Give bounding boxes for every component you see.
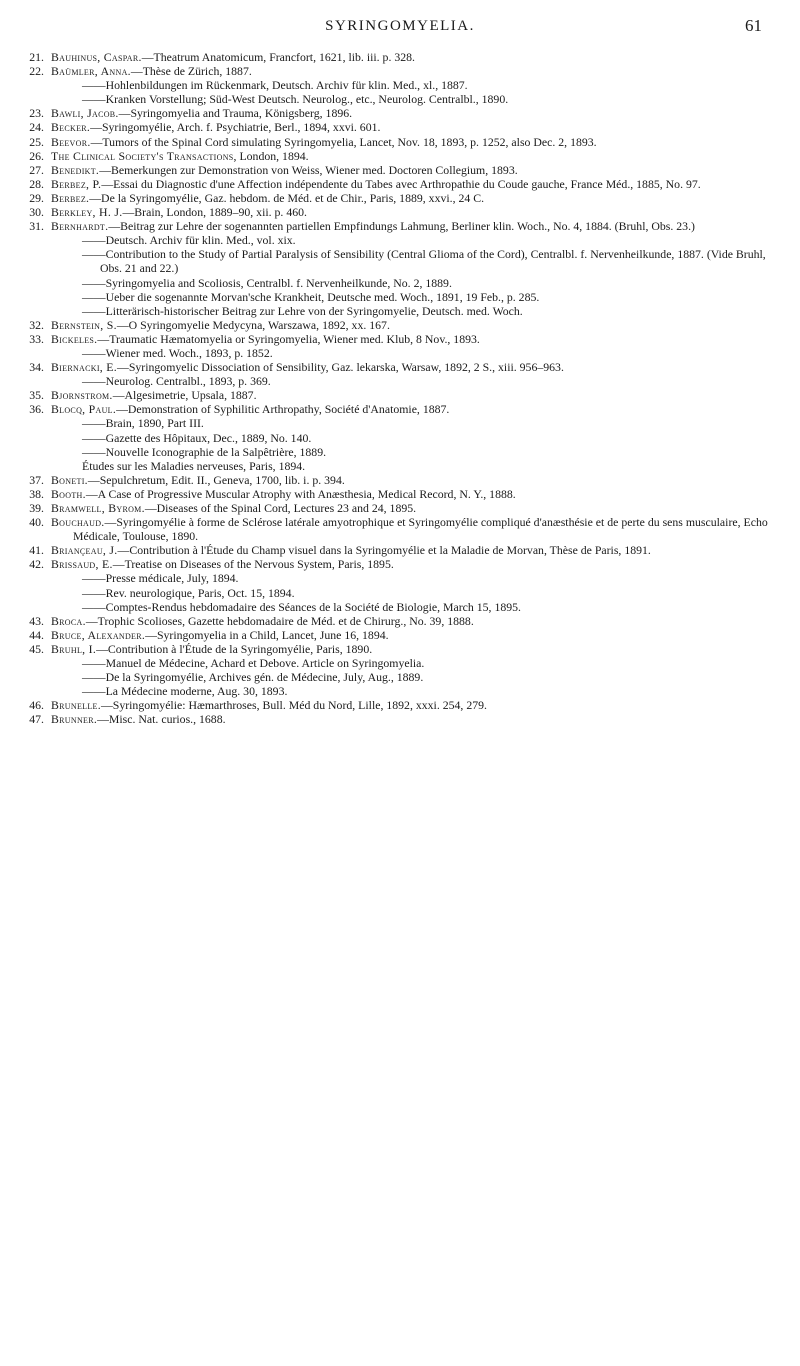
entry-continuation: ——Contribution to the Study of Partial Paralysis of Sensibility (Central Glioma of the Cord), Centralbl. f. Nervenheilkunde, 1887. (Vide Bruhl, Obs. 21 and 22.) <box>82 247 766 276</box>
bib-entry <box>20 332 782 360</box>
entry-number: 40. <box>29 515 44 530</box>
entry-author: Benedikt. <box>51 162 100 177</box>
bib-entry <box>20 487 782 501</box>
bib-entry <box>20 501 782 515</box>
bib-entry <box>20 402 782 472</box>
entry-number: 28. <box>29 176 44 191</box>
entry-number: 45. <box>29 641 44 656</box>
entry-number: 43. <box>29 613 44 628</box>
entry-citation: —Demonstration of Syphilitic Arthropathy, Société d'Anatomie, 1887. <box>116 402 450 417</box>
entry-text <box>51 205 782 219</box>
entry-number: 27. <box>29 162 44 177</box>
entry-author: The Clinical Society's Transactions <box>51 148 234 163</box>
entry-number: 21. <box>29 50 44 64</box>
entry-text <box>51 149 782 163</box>
bib-entry <box>20 515 782 543</box>
bib-entry <box>20 50 782 64</box>
bib-entry <box>20 106 782 120</box>
entry-continuation: ——Litterärisch-historischer Beitrag zur Lehre von der Syringomyelie, Deutsch. med. Woch. <box>82 303 523 318</box>
entry-continuation: Études sur les Maladies nerveuses, Paris, 1894. <box>82 458 306 473</box>
entry-text <box>51 106 782 120</box>
entry-continuation: ——Wiener med. Woch., 1893, p. 1852. <box>82 345 273 360</box>
entry-text <box>51 163 782 177</box>
entry-text <box>51 501 782 515</box>
entry-continuation: ——Ueber die sogenannte Morvan'sche Krankheit, Deutsche med. Woch., 1891, 19 Feb., p. 285. <box>82 289 540 304</box>
entry-text <box>51 628 782 642</box>
entry-author: Broca. <box>51 613 86 628</box>
entry-number: 39. <box>29 501 44 515</box>
entry-text <box>51 698 782 712</box>
entry-author: Bruhl, I. <box>51 641 97 656</box>
entry-continuation: ——Manuel de Médecine, Achard et Debove. Article on Syringomyelia. <box>82 656 425 671</box>
entry-citation: —Syringomyélie à forme de Sclérose latérale amyotrophique et Syringomyélie compliqué d'anæsthésie et de perte du sens musculaire, Echo Médicale, Toulouse, 1890. <box>73 515 768 544</box>
entry-author: Bruce, Alexander. <box>51 627 146 642</box>
entry-continuation: ——Rev. neurologique, Paris, Oct. 15, 1894. <box>82 585 295 600</box>
entry-number: 41. <box>29 543 44 558</box>
entry-citation: —Treatise on Diseases of the Nervous System, Paris, 1895. <box>112 557 394 572</box>
entry-number: 25. <box>29 134 44 149</box>
entry-number: 44. <box>29 627 44 642</box>
entry-citation: —Syringomyélie, Arch. f. Psychiatrie, Berl., 1894, xxvi. 601. <box>90 120 381 135</box>
entry-citation: —Brain, London, 1889–90, xii. p. 460. <box>122 205 307 220</box>
bib-entry <box>20 219 782 318</box>
entry-text <box>51 332 782 346</box>
entry-author: Bawli, Jacob. <box>51 106 119 121</box>
entry-continuation: ——Nouvelle Iconographie de la Salpêtrière, 1889. <box>82 444 327 459</box>
entry-number: 24. <box>29 120 44 135</box>
entry-author: Beevor. <box>51 134 91 149</box>
entry-citation: —Theatrum Anatomicum, Francfort, 1621, lib. iii. p. 328. <box>141 50 416 64</box>
entry-text <box>51 487 782 501</box>
running-title: SYRINGOMYELIA. <box>325 18 475 34</box>
bib-entry <box>20 543 782 557</box>
entry-citation: —Algesimetrie, Upsala, 1887. <box>112 388 257 403</box>
entry-author: Biernacki, E. <box>51 360 118 375</box>
bib-entry <box>20 177 782 191</box>
entry-author: Bernstein, S. <box>51 317 117 332</box>
bibliography-list <box>20 50 782 727</box>
entry-text <box>51 473 782 487</box>
entry-number: 30. <box>29 205 44 220</box>
entry-text <box>51 120 782 134</box>
entry-continuation: ——Kranken Vorstellung; Süd-West Deutsch. Neurolog., etc., Neurolog. Centralbl., 1890. <box>82 92 509 107</box>
entry-number: 42. <box>29 557 44 572</box>
entry-number: 23. <box>29 106 44 121</box>
bib-entry <box>20 642 782 698</box>
bib-entry <box>20 149 782 163</box>
entry-citation: , London, 1894. <box>233 148 309 163</box>
entry-number: 37. <box>29 472 44 487</box>
bib-entry <box>20 712 782 726</box>
entry-author: Blocq, Paul. <box>51 402 117 417</box>
entry-author: Berbez. <box>51 190 90 205</box>
entry-citation: —Diseases of the Spinal Cord, Lectures 23 and 24, 1895. <box>144 501 417 515</box>
entry-number: 46. <box>29 698 44 713</box>
entry-continuation: ——Syringomyelia and Scoliosis, Centralbl. f. Nervenheilkunde, No. 2, 1889. <box>82 275 452 290</box>
page-number: 61 <box>745 16 762 35</box>
entry-citation: —Tumors of the Spinal Cord simulating Syringomyelia, Lancet, Nov. 18, 1893, p. 1252, also Dec. 2, 1893. <box>90 134 597 149</box>
bib-entry <box>20 64 782 106</box>
entry-continuation: ——Presse médicale, July, 1894. <box>82 571 239 586</box>
bib-entry <box>20 557 782 613</box>
entry-number: 36. <box>29 402 44 417</box>
entry-text <box>51 402 782 416</box>
entry-author: Bouchaud. <box>51 515 105 530</box>
entry-citation: —Sepulchretum, Edit. II., Geneva, 1700, lib. i. p. 394. <box>87 472 345 487</box>
entry-citation: —Essai du Diagnostic d'une Affection indépendente du Tabes avec Arthropathie du Coude gauche, France Méd., 1885, No. 97. <box>101 176 701 191</box>
entry-number: 47. <box>29 712 44 727</box>
entry-text <box>51 191 782 205</box>
entry-text <box>51 557 782 571</box>
entry-continuation: ——La Médecine moderne, Aug. 30, 1893. <box>82 684 288 699</box>
entry-number: 26. <box>29 148 44 163</box>
entry-citation: —Misc. Nat. curios., 1688. <box>97 712 226 727</box>
entry-text <box>51 712 782 726</box>
entry-continuation: ——Hohlenbildungen im Rückenmark, Deutsch. Archiv für klin. Med., xl., 1887. <box>82 78 468 93</box>
bib-entry <box>20 318 782 332</box>
entry-continuation: ——Gazette des Hôpitaux, Dec., 1889, No. 140. <box>82 430 312 445</box>
entry-text <box>51 614 782 628</box>
entry-author: Brissaud, E. <box>51 557 113 572</box>
entry-citation: —Traumatic Hæmatomyelia or Syringomyelia, Wiener med. Klub, 8 Nov., 1893. <box>97 331 480 346</box>
entry-author: Baümler, Anna. <box>51 64 131 79</box>
entry-author: Brunelle. <box>51 698 101 713</box>
entry-text <box>51 318 782 332</box>
entry-number: 38. <box>29 486 44 501</box>
bib-entry <box>20 388 782 402</box>
entry-author: Bernhardt. <box>51 219 109 234</box>
entry-author: Bjornstrom. <box>51 388 113 403</box>
bib-entry <box>20 698 782 712</box>
bib-entry <box>20 614 782 628</box>
entry-continuation: ——Deutsch. Archiv für klin. Med., vol. xix. <box>82 233 296 248</box>
bib-entry <box>20 360 782 388</box>
entry-citation: —Thèse de Zürich, 1887. <box>130 64 252 79</box>
entry-continuation: ——Brain, 1890, Part III. <box>82 416 204 431</box>
entry-text <box>51 360 782 374</box>
entry-text <box>51 388 782 402</box>
entry-author: Berkley, H. J. <box>51 205 123 220</box>
entry-text <box>51 515 782 543</box>
entry-text <box>51 64 782 78</box>
running-head <box>0 14 800 42</box>
entry-text <box>51 642 782 656</box>
entry-number: 32. <box>29 317 44 332</box>
entry-text <box>51 177 782 191</box>
entry-continuation: ——De la Syringomyélie, Archives gén. de Médecine, July, Aug., 1889. <box>82 670 424 685</box>
bib-entry <box>20 120 782 134</box>
entry-citation: —Beitrag zur Lehre der sogenannten partiellen Empfindungs Lahmung, Berliner klin. Woch., No. 4, 1884. (Bruhl, Obs. 23.) <box>108 219 695 234</box>
entry-citation: —A Case of Progressive Muscular Atrophy with Anæsthesia, Medical Record, N. Y., 1888. <box>85 486 516 501</box>
entry-author: Becker. <box>51 120 91 135</box>
bib-entry <box>20 135 782 149</box>
bib-entry <box>20 628 782 642</box>
entry-number: 22. <box>29 64 44 79</box>
entry-number: 35. <box>29 388 44 403</box>
entry-citation: —Syringomyelic Dissociation of Sensibility, Gaz. lekarska, Warsaw, 1892, 2 S., xiii. 956–963. <box>117 360 564 375</box>
bib-entry <box>20 191 782 205</box>
entry-citation: —Syringomyelia and Trauma, Königsberg, 1896. <box>118 106 353 121</box>
entry-citation: —Bemerkungen zur Demonstration von Weiss, Wiener med. Doctoren Collegium, 1893. <box>99 162 518 177</box>
entry-number: 29. <box>29 190 44 205</box>
entry-text <box>51 219 782 233</box>
bib-entry <box>20 163 782 177</box>
entry-citation: —De la Syringomyélie, Gaz. hebdom. de Méd. et de Chir., Paris, 1889, xxvi., 24 C. <box>89 190 485 205</box>
entry-author: Berbez, P. <box>51 176 102 191</box>
entry-author: Bauhinus, Caspar. <box>51 50 142 64</box>
entry-author: Bramwell, Byrom. <box>51 501 145 515</box>
entry-citation: —Contribution à l'Étude du Champ visuel dans la Syringomyélie et la Maladie de Morvan, Thèse de Paris, 1891. <box>117 543 651 558</box>
bib-entry <box>20 205 782 219</box>
entry-text <box>51 543 782 557</box>
entry-author: Bickeles. <box>51 331 98 346</box>
entry-author: Booth. <box>51 486 86 501</box>
entry-text <box>51 135 782 149</box>
entry-text <box>51 50 782 64</box>
entry-citation: —Trophic Scolioses, Gazette hebdomadaire de Méd. et de Chirurg., No. 39, 1888. <box>85 613 474 628</box>
entry-continuation: ——Comptes-Rendus hebdomadaire des Séances de la Société de Biologie, March 15, 1895. <box>82 599 522 614</box>
entry-citation: —Syringomyelia in a Child, Lancet, June 16, 1894. <box>145 627 389 642</box>
entry-author: Brunner. <box>51 712 98 727</box>
entry-continuation: ——Neurolog. Centralbl., 1893, p. 369. <box>82 374 271 389</box>
entry-number: 33. <box>29 331 44 346</box>
entry-number: 34. <box>29 360 44 375</box>
entry-author: Briançeau, J. <box>51 543 118 558</box>
entry-citation: —Contribution à l'Étude de la Syringomyélie, Paris, 1890. <box>96 641 373 656</box>
entry-number: 31. <box>29 219 44 234</box>
bib-entry <box>20 473 782 487</box>
entry-citation: —Syringomyélie: Hæmarthroses, Bull. Méd du Nord, Lille, 1892, xxxi. 254, 279. <box>100 698 487 713</box>
entry-citation: —O Syringomyelie Medycyna, Warszawa, 1892, xx. 167. <box>116 317 390 332</box>
entry-author: Boneti. <box>51 472 88 487</box>
